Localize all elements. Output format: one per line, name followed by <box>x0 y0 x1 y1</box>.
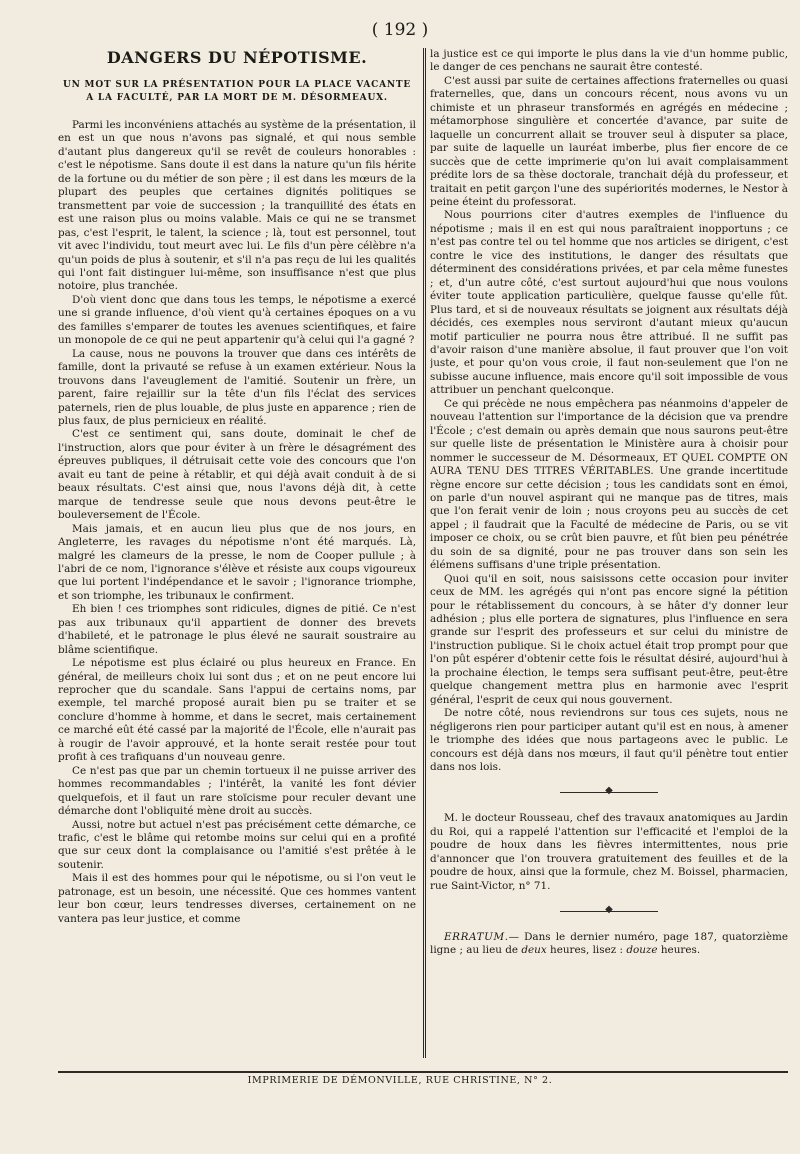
ornament-divider <box>430 787 788 799</box>
errata-text: heures, lisez : <box>546 944 627 957</box>
left-column <box>58 48 416 1063</box>
page-number: ( 192 ) <box>371 20 429 40</box>
right-column <box>430 48 788 1063</box>
paragraph: C'est aussi par suite de certaines affections fraternelles ou quasi fraternelles, que, dans un concours récent, nous avons vu un chimiste et un phraseur transformés en agrégés en médecine ; métamorphose singulière et concertée d'avance, par suite de laquelle un concurrent allait se trouver seul à disputer sa place, par suite de laquelle un lauréat imberbe, plus fier encore de ce succès que de cette imprimerie qu'on lui avait complaisamment prédite lors de sa thèse doctorale, tranchait déjà du professeur, et traitait en petit garçon l'une des supériorités modernes, le Nestor à peine éteint du professorat. <box>430 74 788 208</box>
paragraph: la justice est ce qui importe le plus dans la vie d'un homme public, le danger de ces penchans ne saurait être contesté. <box>430 48 788 74</box>
errata-text: heures. <box>657 944 701 957</box>
paragraph: Parmi les inconvéniens attachés au système de la présentation, il en est un que nous n'avons pas signalé, et qui nous semble d'autant plus dangereux qu'il se revêt de couleurs honorables : c'est le népotisme. Sans doute il est dans la nature qu'un fils hérite de la fortune ou du métier de son père ; il est dans les mœurs de la plupart des peuples que certaines dignités politiques se transmettent par voie de succession ; la tranquillité des états en est une raison plus ou moins valable. Mais ce qui ne se transmet pas, c'est l'esprit, le talent, la science ; là, tout est personnel, tout vit avec l'individu, tout meurt avec lui. Le fils d'un père célèbre n'a qu'un poids de plus à soutenir, et s'il n'a pas reçu de lui les qualités qui l'ont fait distinguer lui-même, son insuffisance n'est que plus notoire, plus tranchée. <box>58 119 416 293</box>
ornament-divider <box>430 906 788 918</box>
paragraph: Aussi, notre but actuel n'est pas précisément cette démarche, ce trafic, c'est le blâme qui retombe moins sur celui qui en a profité que sur ceux dont la complaisance ou l'amitié s'est prêtée à le soutenir. <box>58 818 416 871</box>
paragraph: Eh bien ! ces triomphes sont ridicules, dignes de pitié. Ce n'est pas aux tribunaux qu'il appartient de donner des brevets d'habileté, et le patronage le plus élevé ne saurait soustraire au blâme scientifique. <box>58 603 416 656</box>
paragraph: Mais jamais, et en aucun lieu plus que de nos jours, en Angleterre, les ravages du népotisme n'ont été marqués. Là, malgré les clameurs de la presse, le nom de Cooper pullule ; à l'abri de ce nom, l'ignorance s'élève et résiste aux coups vigoureux que lui portent l'indépendance et le savoir ; l'ignorance triomphe, et son triomphe, les tribunaux le confirment. <box>58 522 416 602</box>
article-title: DANGERS DU NÉPOTISME. <box>106 48 368 67</box>
errata-label: ERRATUM. <box>444 930 509 943</box>
paragraph: D'où vient donc que dans tous les temps, le népotisme a exercé une si grande influence, d'où vient qu'à certaines époques on a vu des familles s'emparer de toutes les avenues scientifiques, et faire un monopole de ce qui ne peut appartenir qu'à celui qui l'a gagné ? <box>58 293 416 347</box>
paragraph: La cause, nous ne pouvons la trouver que dans ces intérêts de famille, dont la privauté se refuse à un examen extérieur. Nous la trouvons dans l'aveuglement de l'amitié. Soutenir un frère, un parent, faire rejaillir sur la tête d'un fils l'éclat des services paternels, rien de plus louable, de plus juste en apparence ; rien de plus faux, de plus pernicieux en réalité. <box>58 347 416 427</box>
notice-paragraph: M. le docteur Rousseau, chef des travaux anatomiques au Jardin du Roi, qui a rappelé l'attention sur l'efficacité et l'emploi de la poudre de houx dans les fièvres intermittentes, nous prie d'annoncer que l'on trouvera gratuitement des feuilles et de la poudre de houx, ainsi que la formule, chez M. Boissel, pharmacien, rue Saint-Victor, n° 71. <box>430 812 788 892</box>
paragraph: Mais il est des hommes pour qui le népotisme, ou si l'on veut le patronage, est un besoin, une nécessité. Que ces hommes vantent leur bon cœur, leurs tendresses diverses, certainement on ne vantera pas leur justice, et comme <box>58 872 416 925</box>
paragraph: De notre côté, nous reviendrons sur tous ces sujets, nous ne négligerons rien pour participer autant qu'il est en nous, à amener le triomphe des idées que nous partageons avec le public. Le concours est déjà dans nos mœurs, il faut qu'il pénètre tout entier dans nos lois. <box>430 707 788 774</box>
paragraph: Le népotisme est plus éclairé ou plus heureux en France. En général, de meilleurs choix lui sont dus ; et on ne peut encore lui reprocher que du scandale. Sans l'appui de certains noms, par exemple, tel marché proposé aurait bien pu se traiter et se conclure d'homme à homme, et dans le secret, mais certainement ce marché eût été cassé par la majorité de l'École, elle n'aurait pas à rougir de l'avoir approuvé, et la honte serait restée pour tout profit à ces trafiquans d'un nouveau genre. <box>58 657 416 764</box>
paragraph: C'est ce sentiment qui, sans doute, dominait le chef de l'instruction, alors que pour éviter à un frère le désagrément des épreuves publiques, il détruisait cette voie des concours que l'on avait eu tant de peine à rétablir, et qui déjà avait conduit à de si beaux résultats. C'est ainsi que, nous l'avons déjà dit, à cette marque de tendresse seule que nous devons peut-être le bouleversement de l'École. <box>58 428 416 522</box>
paragraph: Quoi qu'il en soit, nous saisissons cette occasion pour inviter ceux de MM. les agrégés qui n'ont pas encore signé la pétition pour le rétablissement du concours, à se hâter d'y donner leur adhésion ; plus elle portera de signatures, plus l'influence en sera grande sur l'esprit des professeurs et sur celui du ministre de l'instruction publique. Si le choix actuel était trop prompt pour que l'on pût espérer d'obtenir cette fois le résultat désiré, aujourd'hui à la prochaine élection, le temps sera suffisant peut-être, peut-être quelque changement mettra plus en harmonie avec l'esprit général, l'esprit de ceux qui nous gouvernent. <box>430 572 788 706</box>
errata-text: — Dans le dernier numéro, page 187, quatorzième ligne ; au lieu de <box>430 930 788 957</box>
printer-imprint: IMPRIMERIE DE DÉMONVILLE, RUE CHRISTINE, N° 2. <box>247 1075 553 1086</box>
paragraph: Nous pourrions citer d'autres exemples de l'influence du népotisme ; mais il en est qui nous paraîtraient inopportuns ; ce n'est pas contre tel ou tel homme que nos articles se dirigent, c'est contre le vice des institutions, le danger des résultats que déterminent des considérations privées, et par cela même funestes ; et, d'un autre côté, c'est surtout aujourd'hui que nous voulons éviter toute application particulière, quelque fausse qu'elle fût. Plus tard, et si de nouveaux résultats se joignent aux résultats déjà décidés, ces exemples nous serviront d'autant mieux qu'aucun motif particulier ne pourra nous être attribué. Il ne suffit pas d'avoir raison d'une manière absolue, il faut prouver que l'on voit juste, et pour qu'on vous croie, il faut non-seulement que l'on ne subisse aucune influence, mais encore qu'il soit impossible de vous attribuer un penchant quelconque. <box>430 209 788 397</box>
paragraph: Ce qui précède ne nous empêchera pas néanmoins d'appeler de nouveau l'attention sur l'importance de la décision que va prendre l'École ; c'est demain ou après demain que nous saurons peut-être sur quelle liste de présentation le Ministère aura à choisir pour nommer le successeur de M. Désormeaux, ET QUEL COMPTE ON AURA TENU DES TITRES VÉRITABLES. Une grande incertitude règne encore sur cette décision ; tous les candidats sont en émoi, on parle d'un nouvel aspirant qui ne manque pas de titres, mais que l'on ferait venir de loin ; nous croyons peu au succès de cet appel ; il faudrait que la Faculté de médecine de Paris, ou se vit imposer ce choix, ou se crût bien pauvre, et fût bien peu pénétrée du soin de sa dignité, pour ne pas trouver dans son sein les élémens suffisans d'une triple présentation. <box>430 397 788 572</box>
errata-correct-word: douze <box>626 944 658 957</box>
article-subtitle-line: UN MOT SUR LA PRÉSENTATION POUR LA PLACE VACANTE <box>62 80 412 90</box>
paragraph: Ce n'est pas que par un chemin tortueux il ne puisse arriver des hommes recommandables ; l'intérêt, la vanité les font dévier quelquefois, et il faut un rare stoïcisme pour reculer devant une démarche dont l'obliquité mène droit au succès. <box>58 764 416 818</box>
text-columns <box>58 48 788 1063</box>
article-subtitle <box>58 79 416 105</box>
errata-wrong-word: deux <box>521 944 547 957</box>
footer-rule <box>58 1071 788 1073</box>
errata-notice <box>430 931 788 958</box>
article-subtitle-line: A LA FACULTÉ, PAR LA MORT DE M. DÉSORMEAUX. <box>86 93 388 103</box>
